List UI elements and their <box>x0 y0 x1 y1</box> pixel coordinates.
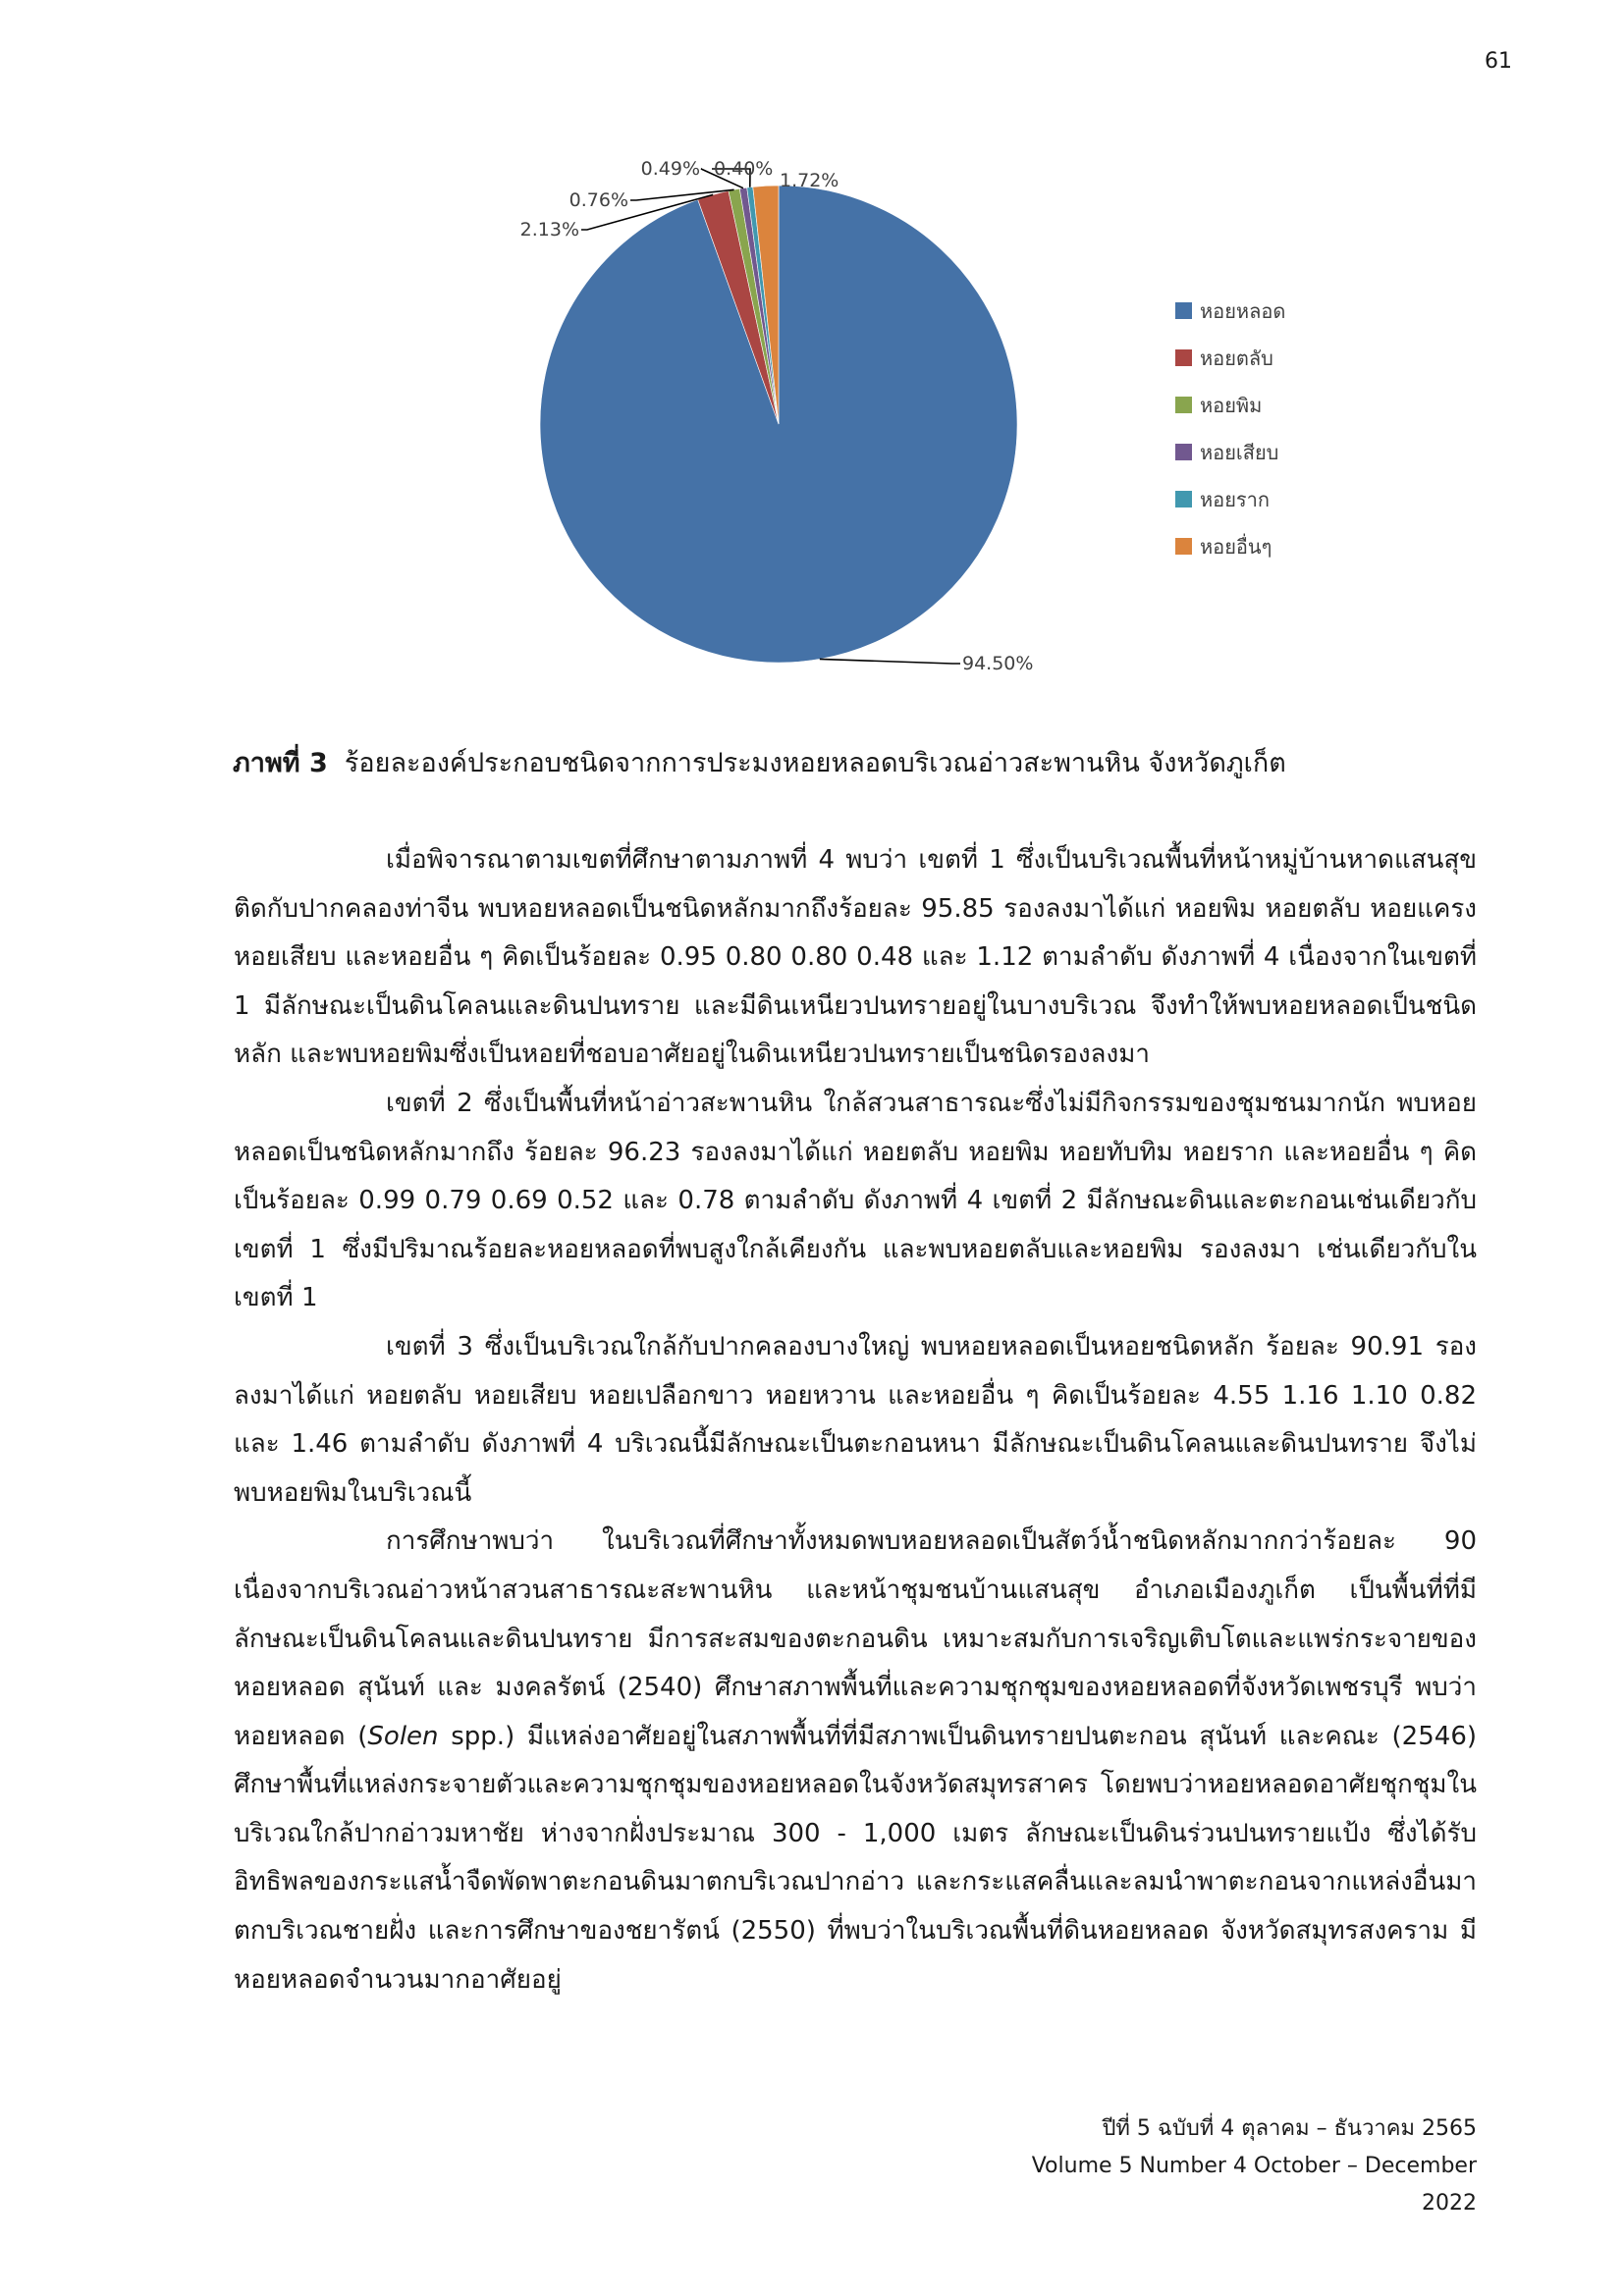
genus-name: Solen <box>367 1721 439 1751</box>
data-label: 2.13% <box>519 219 579 240</box>
legend-swatch <box>1175 302 1192 319</box>
legend-label: หอยราก <box>1200 488 1270 511</box>
legend-swatch <box>1175 491 1192 507</box>
paragraph: เขตที่ 3 ซึ่งเป็นบริเวณใกล้กับปากคลองบางใหญ่ พบหอยหลอดเป็นหอยชนิดหลัก ร้อยละ 90.91 รองลงมาได้แก่ หอยตลับ หอยเสียบ หอยเปลือกขาว หอยหวาน และหอยอื่น ๆ คิดเป็นร้อยละ 4.55 1.16 1.10 0.82 และ 1.46 ตามลำดับ ดังภาพที่ 4 บริเวณนี้มีลักษณะเป็นตะกอนหนา มีลักษณะเป็นดินโคลนและดินปนทราย จึงไม่พบหอยพิมในบริเวณนี้ <box>234 1331 1477 1508</box>
legend-label: หอยอื่นๆ <box>1200 535 1272 559</box>
figure-caption-text: ร้อยละองค์ประกอบชนิดจากการประมงหอยหลอดบริเวณอ่าวสะพานหิน จังหวัดภูเก็ต <box>344 748 1286 778</box>
pie-chart <box>0 0 1624 707</box>
leader-line <box>820 659 960 664</box>
legend-label: หอยพิม <box>1200 394 1263 417</box>
paragraph: เขตที่ 2 ซึ่งเป็นพื้นที่หน้าอ่าวสะพานหิน ใกล้สวนสาธารณะซึ่งไม่มีกิจกรรมของชุมชนมากนัก พบหอยหลอดเป็นชนิดหลักมากถึง ร้อยละ 96.23 รองลงมาได้แก่ หอยตลับ หอยพิม หอยทับทิม หอยราก และหอยอื่น ๆ คิดเป็นร้อยละ 0.99 0.79 0.69 0.52 และ 0.78 ตามลำดับ ดังภาพที่ 4 เขตที่ 2 มีลักษณะดินและตะกอนเช่นเดียวกับเขตที่ 1 ซึ่งมีปริมาณร้อยละหอยหลอดที่พบสูงใกล้เคียงกัน และพบหอยตลับและหอยพิม รองลงมา เช่นเดียวกับในเขตที่ 1 <box>234 1088 1477 1313</box>
data-label: 94.50% <box>962 653 1034 674</box>
paragraph-text: การศึกษาพบว่า ในบริเวณที่ศึกษาทั้งหมดพบหอยหลอดเป็นสัตว์น้ำชนิดหลักมากกว่าร้อยละ 90 เนื่องจากบริเวณอ่าวหน้าสวนสาธารณะสะพานหิน และหน้าชุมชนบ้านแสนสุข อำเภอเมืองภูเก็ต เป็นพื้นที่ที่มีลักษณะเป็นดินโคลนและดินปนทราย มีการสะสมของตะกอนดิน เหมาะสมกับการเจริญเติบโตและแพร่กระจายของหอยหลอด สุนันท์ และ มงคลรัตน์ (2540) ศึกษาสภาพพื้นที่และความชุกชุมของหอยหลอดที่จังหวัดเพชรบุรี พบว่าหอยหลอด ( <box>234 1526 1477 1751</box>
paragraph: เมื่อพิจารณาตามเขตที่ศึกษาตามภาพที่ 4 พบว่า เขตที่ 1 ซึ่งเป็นบริเวณพื้นที่หน้าหมู่บ้านหาดแสนสุข ติดกับปากคลองท่าจีน พบหอยหลอดเป็นชนิดหลักมากถึงร้อยละ 95.85 รองลงมาได้แก่ หอยพิม หอยตลับ หอยแครง หอยเสียบ และหอยอื่น ๆ คิดเป็นร้อยละ 0.95 0.80 0.80 0.48 และ 1.12 ตามลำดับ ดังภาพที่ 4 เนื่องจากในเขตที่ 1 มีลักษณะเป็นดินโคลนและดินปนทราย และมีดินเหนียวปนทรายอยู่ในบางบริเวณ จึงทำให้พบหอยหลอดเป็นชนิดหลัก และพบหอยพิมซึ่งเป็นหอยที่ชอบอาศัยอยู่ในดินเหนียวปนทรายเป็นชนิดรองลงมา <box>234 845 1477 1070</box>
chart-legend <box>1175 299 1285 559</box>
legend-label: หอยเสียบ <box>1200 441 1279 464</box>
legend-swatch <box>1175 538 1192 555</box>
footer-thai: ปีที่ 5 ฉบับที่ 4 ตุลาคม – ธันวาคม 2565 <box>1102 2116 1477 2141</box>
data-label: 0.76% <box>568 189 628 211</box>
page-number: 61 <box>1485 49 1512 74</box>
legend-swatch <box>1175 397 1192 413</box>
legend-label: หอยหลอด <box>1200 299 1286 323</box>
body-text <box>234 836 1477 2004</box>
data-label: 0.49% <box>640 158 700 180</box>
legend-label: หอยตลับ <box>1200 347 1273 370</box>
data-label: 1.72% <box>780 170 839 191</box>
legend-swatch <box>1175 349 1192 366</box>
figure-caption <box>233 744 1480 783</box>
legend-swatch <box>1175 444 1192 460</box>
page-footer <box>992 2110 1477 2222</box>
pie-slices <box>540 186 1017 663</box>
paragraph-text: spp.) มีแหล่งอาศัยอยู่ในสภาพพื้นที่ที่มีสภาพเป็นดินทรายปนตะกอน สุนันท์ และคณะ (2546) ศึกษาพื้นที่แหล่งกระจายตัวและความชุกชุมของหอยหลอดในจังหวัดสมุทรสาคร โดยพบว่าหอยหลอดอาศัยชุกชุมในบริเวณใกล้ปากอ่าวมหาชัย ห่างจากฝั่งประมาณ 300 - 1,000 เมตร ลักษณะเป็นดินร่วนปนทรายแป้ง ซึ่งได้รับอิทธิพลของกระแสน้ำจืดพัดพาตะกอนดินมาตกบริเวณปากอ่าว และกระแสคลื่นและลมนำพาตะกอนจากแหล่งอื่นมาตกบริเวณชายฝั่ง และการศึกษาของชยารัตน์ (2550) ที่พบว่าในบริเวณพื้นที่ดินหอยหลอด จังหวัดสมุทรสงคราม มีหอยหลอดจำนวนมากอาศัยอยู่ <box>234 1721 1477 1995</box>
figure-label: ภาพที่ 3 <box>233 748 328 778</box>
data-label: 0.40% <box>714 158 774 180</box>
paragraph <box>234 1518 1477 2004</box>
footer-english: Volume 5 Number 4 October – December 2022 <box>1031 2154 1477 2216</box>
